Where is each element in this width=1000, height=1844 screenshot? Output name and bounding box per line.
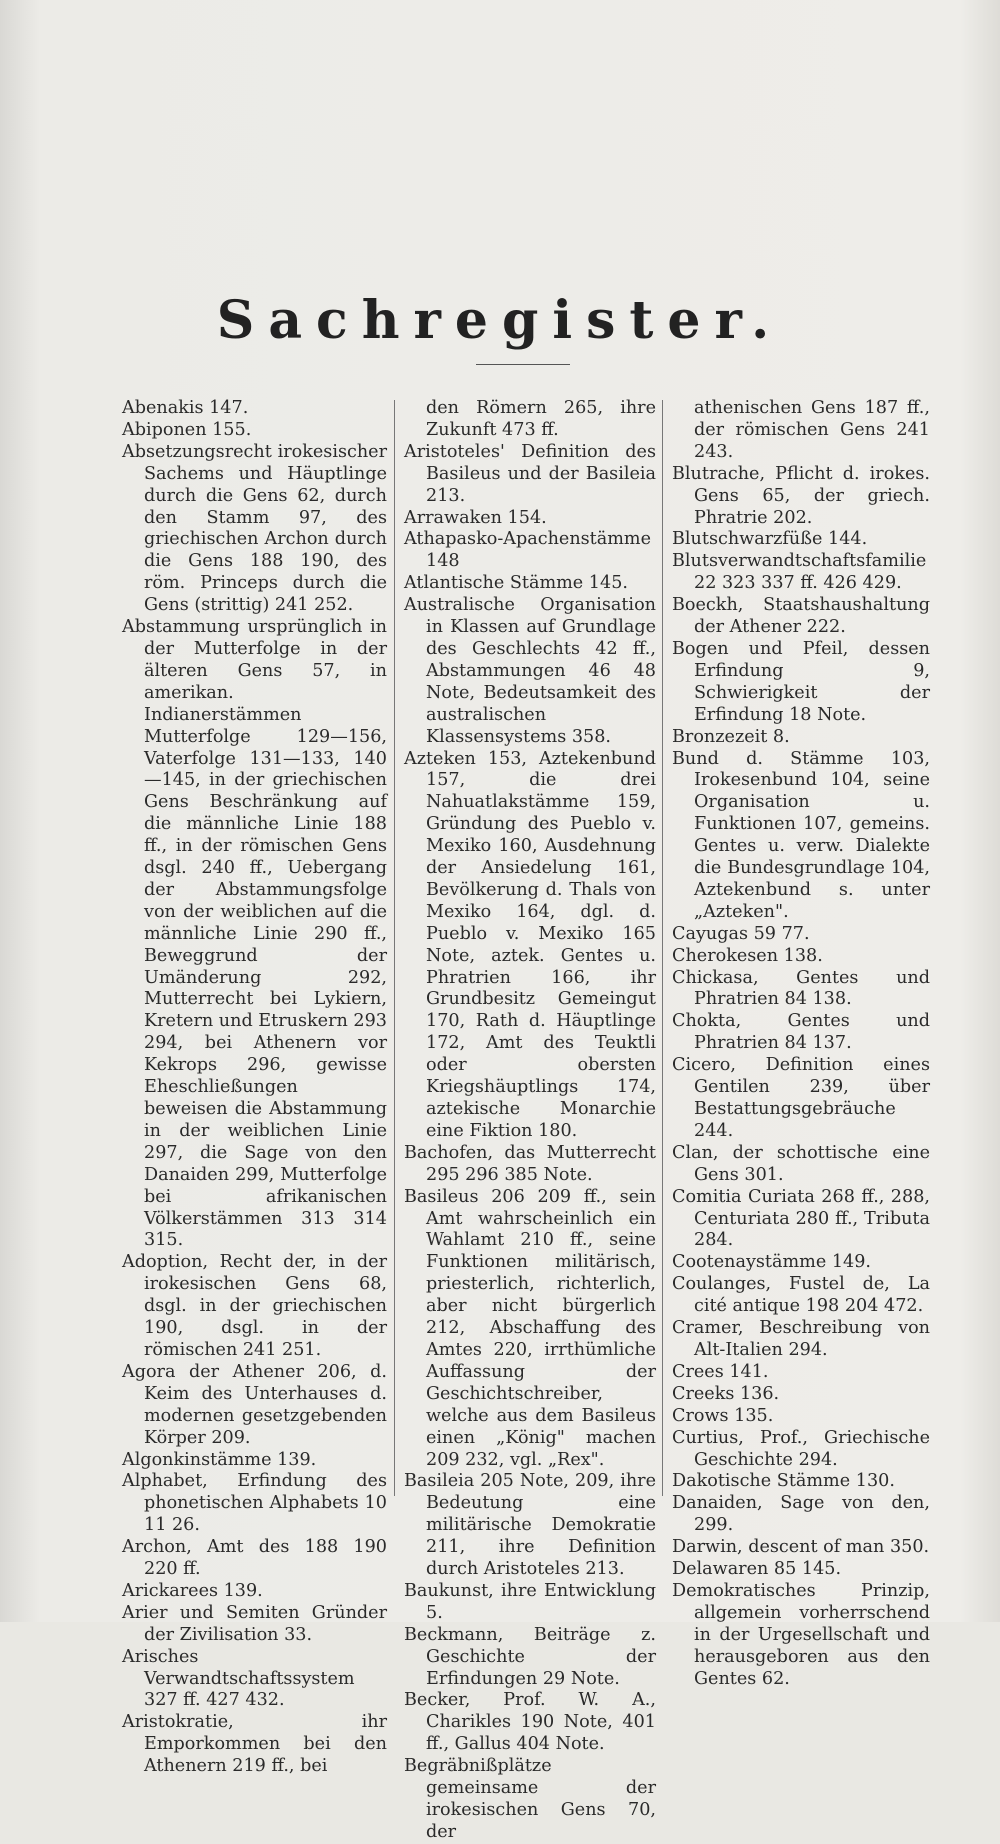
index-entry: Danaiden, Sage von den, 299. [672,1493,930,1536]
index-entry: Algonkinstämme 139. [122,1449,317,1470]
index-entry: Cherokesen 138. [672,945,823,966]
index-entry: Begräbnißplätze gemeinsame der irokesischen Gens 70, der [404,1756,656,1842]
index-entry: Delawaren 85 145. [672,1559,842,1580]
index-entry: Bronzezeit 8. [672,726,790,747]
index-entry: Coulanges, Fustel de, La cité antique 198 204 472. [672,1274,930,1317]
index-entry: Azteken 153, Aztekenbund 157, die drei Nahuatlakstämme 159, Gründung des Pueblo v. Mexiko 160, Ausdehnung der Ansiedelung 161, Bevölkerung d. Thals von Mexiko 164, dgl. d. Pueblo v. Mexiko 165 Note, aztek. Gentes u. Phratrien 166, ihr Grundbesitz Gemeingut 170, Rath d. Häuptlinge 172, Amt des Teuktli oder obersten Kriegshäuptlings 174, aztekische Monarchie eine Fiktion 180. [404,748,656,1141]
index-entry: Bogen und Pfeil, dessen Erfindung 9, Schwierigkeit der Erfindung 18 Note. [672,638,930,725]
index-entry: Abiponen 155. [122,419,252,440]
index-entry: Aristokratie, ihr Emporkommen bei den Athenern 219 ff., bei [122,1712,387,1777]
index-entry: Clan, der schottische eine Gens 301. [672,1142,930,1185]
index-entry: Agora der Athener 206, d. Keim des Unterhauses d. modernen gesetzgebenden Körper 209. [122,1361,387,1448]
index-entry: den Römern 265, ihre Zukunft 473 ff. [426,398,656,440]
index-entry: Absetzungsrecht irokesischer Sachems und Häuptlinge durch die Gens 62, durch den Stamm 97, des griechischen Archon durch die Gens 188 190, des röm. Princeps durch die Gens (strittig) 241 252. [122,441,387,616]
index-entry: Comitia Curiata 268 ff., 288, Centuriata 280 ff., Tributa 284. [672,1186,930,1251]
index-entry: Cayugas 59 77. [672,923,810,944]
index-entry: Arier und Semiten Gründer der Zivilisation 33. [122,1602,387,1645]
index-entry: Demokratisches Prinzip, allgemein vorherrschend in der Urgesellschaft und herausgeboren aus den Gentes 62. [672,1580,930,1689]
index-entry: Abstammung ursprünglich in der Mutterfolge in der älteren Gens 57, in amerikan. Indianerstämmen Mutterfolge 129—156, Vaterfolge 131—133, 140—145, in der griechischen Gens Beschränkung auf die männliche Linie 188 ff., in der römischen Gens dsgl. 240 ff., Uebergang der Abstammungsfolge von der weiblichen auf die männliche Linie 290 ff., Beweggrund der Umänderung 292, Mutterrecht bei Lykiern, Kretern und Etruskern 293 294, bei Athenern vor Kekrops 296, gewisse Eheschließungen beweisen die Abstammung in der weiblichen Linie 297, die Sage von den Danaiden 299, Mutterfolge bei afrikanischen Völkerstämmen 313 314 315. [122,617,387,1251]
index-entry: Arickarees 139. [122,1580,263,1601]
index-entry: Archon, Amt des 188 190 220 ff. [122,1537,387,1580]
index-entry: Australische Organisation in Klassen auf Grundlage des Geschlechts 42 ff., Abstammungen 46 48 Note, Bedeutsamkeit des australischen Klassensystems 358. [404,595,656,747]
index-column-2 [404,398,656,1844]
index-entry: Boeckh, Staatshaushaltung der Athener 222. [672,595,930,638]
index-entry: Atlantische Stämme 145. [404,573,628,594]
page-title: Sachregister. [216,290,784,351]
index-entry: Cramer, Beschreibung von Alt-Italien 294. [672,1318,930,1360]
index-entry: Crees 141. [672,1361,769,1382]
index-entry: Aristoteles' Definition des Basileus und der Basileia 213. [404,441,656,506]
index-entry: Cootenaystämme 149. [672,1252,872,1273]
index-entry: Chokta, Gentes und Phratrien 84 137. [672,1011,930,1054]
index-entry: Alphabet, Erfindung des phonetischen Alphabets 10 11 26. [122,1471,387,1536]
index-column-1 [122,398,387,1778]
index-entry: Darwin, descent of man 350. [672,1537,930,1558]
index-entry: Dakotische Stämme 130. [672,1471,895,1492]
index-column-3 [672,398,930,1690]
index-entry: Arrawaken 154. [404,507,547,528]
index-entry: Crows 135. [672,1405,774,1426]
title-rule [476,364,570,365]
index-entry: athenischen Gens 187 ff., der römischen Gens 241 243. [694,398,930,462]
index-entry: Chickasa, Gentes und Phratrien 84 138. [672,967,930,1010]
index-entry: Adoption, Recht der, in der irokesischen Gens 68, dsgl. in der griechischen 190, dsgl. in der römischen 241 251. [122,1252,387,1360]
index-entry: Baukunst, ihre Entwicklung 5. [404,1580,656,1623]
index-entry: Abenakis 147. [122,398,249,418]
column-divider [662,400,663,1496]
index-entry: Athapasko-Apachenstämme 148 [404,529,652,572]
index-entry: Bachofen, das Mutterrecht 295 296 385 Note. [404,1142,656,1185]
index-entry: Beckmann, Beiträge z. Geschichte der Erfindungen 29 Note. [404,1624,656,1689]
index-entry: Creeks 136. [672,1383,780,1404]
index-entry: Curtius, Prof., Griechische Geschichte 294. [672,1427,930,1470]
index-entry: Basileus 206 209 ff., sein Amt wahrscheinlich ein Wahlamt 210 ff., seine Funktionen militärisch, priesterlich, richterlich, aber nicht bürgerlich 212, Abschaffung des Amtes 220, irrthümliche Auffassung der Geschichtschreiber, welche aus dem Basileus einen „König" machen 209 232, vgl. „Rex". [404,1186,656,1470]
index-entry: Blutsverwandtschaftsfamilie 22 323 337 ff. 426 429. [672,551,927,594]
index-entry: Cicero, Definition eines Gentilen 239, über Bestattungsgebräuche 244. [672,1055,930,1141]
index-entry: Becker, Prof. W. A., Charikles 190 Note, 401 ff., Gallus 404 Note. [404,1690,656,1755]
index-entry: Basileia 205 Note, 209, ihre Bedeutung eine militärische Demokratie 211, ihre Definition durch Aristoteles 213. [404,1471,656,1580]
index-entry: Blutschwarzfüße 144. [672,529,868,550]
index-entry: Arisches Verwandtschaftssystem 327 ff. 427 432. [122,1646,355,1711]
index-entry: Bund d. Stämme 103, Irokesenbund 104, seine Organisation u. Funktionen 107, gemeins. Gentes u. verw. Dialekte die Bundesgrundlage 104, Aztekenbund s. unter „Azteken". [672,748,930,922]
column-divider [394,400,395,1496]
index-entry: Blutrache, Pflicht d. irokes. Gens 65, der griech. Phratrie 202. [672,463,930,528]
